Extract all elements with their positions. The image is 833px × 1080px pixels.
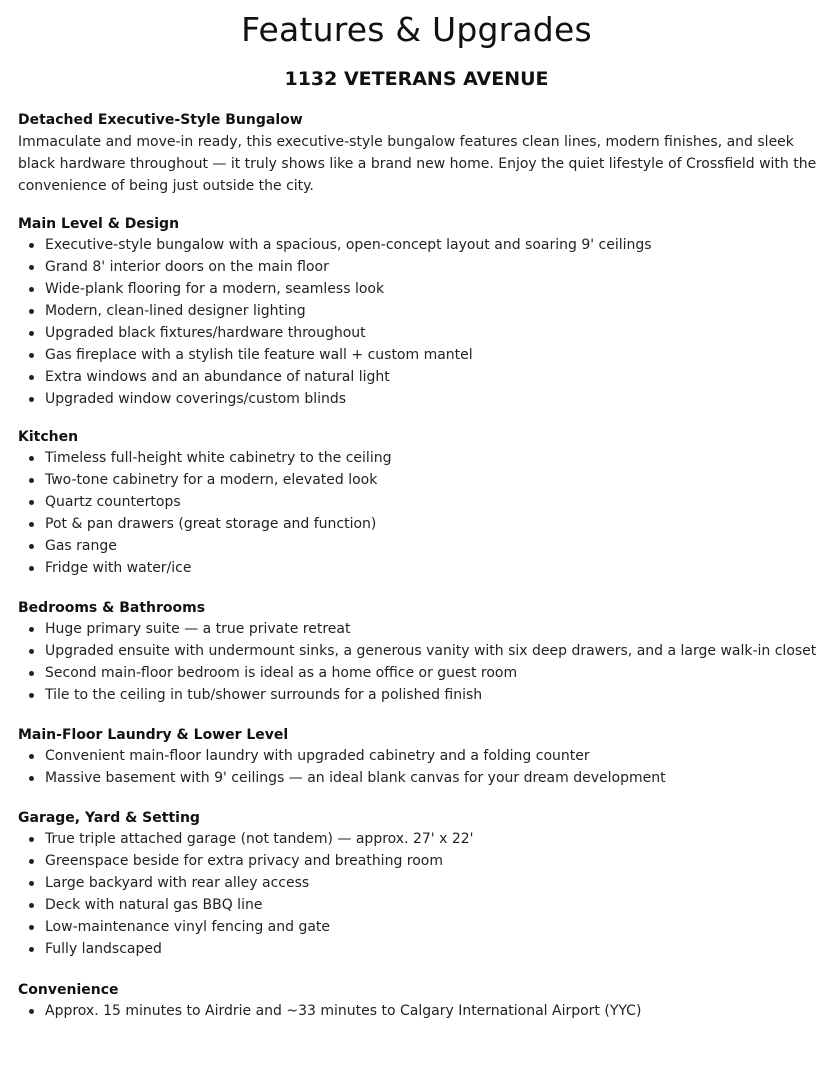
section-laundry-lower-level: [18, 725, 818, 789]
feature-list: [18, 618, 818, 706]
section-heading: Bedrooms & Bathrooms: [18, 600, 206, 616]
property-address: 1132 VETERANS AVENUE: [284, 68, 549, 90]
list-item: Greenspace beside for extra privacy and breathing room: [45, 850, 818, 872]
section-detached-bungalow: [18, 110, 818, 197]
section-bedrooms-bathrooms: [18, 598, 818, 706]
list-item: Huge primary suite — a true private retreat: [45, 618, 818, 640]
list-item: Modern, clean-lined designer lighting: [45, 300, 818, 322]
section-main-level: [18, 214, 818, 410]
list-item: Fully landscaped: [45, 938, 818, 960]
list-item: Massive basement with 9' ceilings — an ideal blank canvas for your dream development: [45, 767, 818, 789]
feature-list: [18, 1000, 818, 1022]
list-item: Executive-style bungalow with a spacious, open-concept layout and soaring 9' ceilings: [45, 234, 818, 256]
list-item: Fridge with water/ice: [45, 557, 818, 579]
section-heading: Kitchen: [18, 429, 79, 445]
section-heading: Garage, Yard & Setting: [18, 810, 200, 826]
list-item: Gas range: [45, 535, 818, 557]
section-heading: Main-Floor Laundry & Lower Level: [18, 727, 289, 743]
section-paragraph: Immaculate and move-in ready, this executive-style bungalow features clean lines, modern finishes, and sleek black hardware throughout — it truly shows like a brand new home. Enjoy the quiet lifestyle of Crossfield with the convenience of being just outside the city.: [18, 134, 817, 194]
list-item: Extra windows and an abundance of natural light: [45, 366, 818, 388]
feature-list: [18, 745, 818, 789]
features-content: [18, 110, 818, 1022]
list-item: Second main-floor bedroom is ideal as a home office or guest room: [45, 662, 818, 684]
list-item: Pot & pan drawers (great storage and function): [45, 513, 818, 535]
feature-list: [18, 828, 818, 960]
list-item: Quartz countertops: [45, 491, 818, 513]
list-item: Two-tone cabinetry for a modern, elevated look: [45, 469, 818, 491]
list-item: Grand 8' interior doors on the main floor: [45, 256, 818, 278]
section-kitchen: [18, 427, 818, 579]
feature-list: [18, 447, 818, 579]
list-item: Deck with natural gas BBQ line: [45, 894, 818, 916]
list-item: Convenient main-floor laundry with upgraded cabinetry and a folding counter: [45, 745, 818, 767]
list-item: Large backyard with rear alley access: [45, 872, 818, 894]
list-item: Timeless full-height white cabinetry to the ceiling: [45, 447, 818, 469]
list-item: True triple attached garage (not tandem) — approx. 27' x 22': [45, 828, 818, 850]
list-item: Upgraded black fixtures/hardware throughout: [45, 322, 818, 344]
list-item: Tile to the ceiling in tub/shower surrounds for a polished finish: [45, 684, 818, 706]
list-item: Upgraded ensuite with undermount sinks, a generous vanity with six deep drawers, and a large walk-in closet: [45, 640, 818, 662]
section-convenience: [18, 980, 818, 1022]
list-item: Upgraded window coverings/custom blinds: [45, 388, 818, 410]
feature-list: [18, 234, 818, 410]
list-item: Low-maintenance vinyl fencing and gate: [45, 916, 818, 938]
section-heading: Main Level & Design: [18, 216, 180, 232]
page-title: Features & Upgrades: [241, 10, 592, 49]
list-item: Approx. 15 minutes to Airdrie and ~33 minutes to Calgary International Airport (YYC): [45, 1000, 818, 1022]
list-item: Gas fireplace with a stylish tile feature wall + custom mantel: [45, 344, 818, 366]
section-heading: Detached Executive-Style Bungalow: [18, 112, 303, 128]
section-heading: Convenience: [18, 982, 119, 998]
list-item: Wide-plank flooring for a modern, seamless look: [45, 278, 818, 300]
section-garage-yard: [18, 808, 818, 960]
